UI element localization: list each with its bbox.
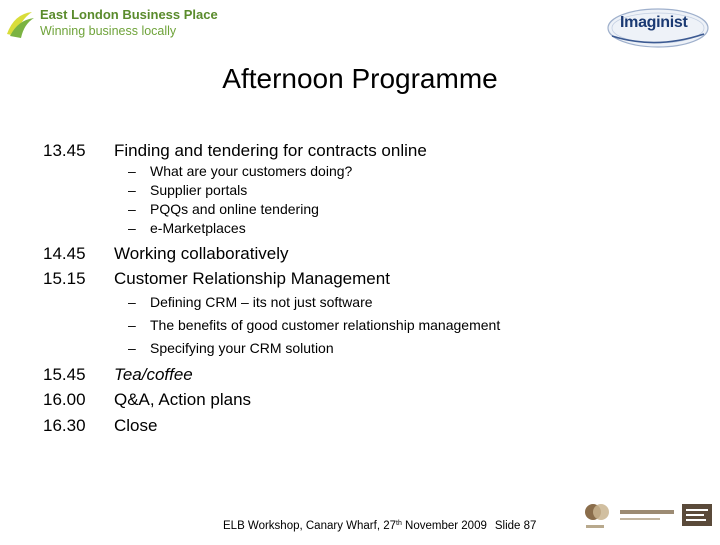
sub-item: [128, 337, 334, 360]
sub-item-text: e-Marketplaces: [150, 220, 246, 236]
partner-logos-image: [582, 498, 718, 540]
footer-event: ELB Workshop, Canary Wharf, 27: [223, 520, 396, 532]
slide-number: Slide 87: [494, 520, 537, 532]
elbp-logo-line2: Winning business locally: [40, 24, 177, 38]
elbp-logo-line1: East London Business Place: [40, 7, 218, 22]
sub-item: [128, 291, 373, 314]
dash: –: [128, 201, 136, 217]
footer-date: November 2009: [401, 520, 487, 532]
sub-item-text: The benefits of good customer relationship management: [150, 317, 501, 333]
sub-item-text: Supplier portals: [150, 182, 248, 198]
session-item: Q&A, Action plans: [114, 390, 252, 409]
sub-item-text: What are your customers doing?: [150, 163, 353, 179]
sub-item: [128, 314, 500, 337]
session-time: 15.15: [43, 269, 86, 288]
slide-title: Afternoon Programme: [222, 63, 498, 94]
session-item: Tea/coffee: [114, 365, 193, 384]
elbp-logo: [4, 4, 218, 42]
slide-footer: [223, 520, 536, 532]
sub-item-text: PQQs and online tendering: [150, 201, 319, 217]
session-time: 13.45: [43, 141, 86, 160]
sub-item: [128, 162, 352, 182]
dash: –: [128, 294, 136, 310]
imaginist-logo: [606, 6, 710, 52]
dash: –: [128, 182, 136, 198]
session-time: 14.45: [43, 244, 86, 263]
session-item: Close: [114, 416, 158, 435]
imaginist-logo-text: Imaginist: [620, 14, 688, 31]
session-item: Customer Relationship Management: [114, 269, 390, 288]
session-item: Working collaboratively: [114, 244, 289, 263]
dash: –: [128, 317, 136, 333]
dash: –: [128, 163, 136, 179]
session-item: Finding and tendering for contracts online: [114, 141, 427, 160]
sub-item: [128, 219, 246, 239]
session-time: 16.00: [43, 390, 86, 409]
footer-superscript: th: [396, 520, 402, 527]
dash: –: [128, 220, 136, 236]
dash: –: [128, 340, 136, 356]
session-time: 15.45: [43, 365, 86, 384]
sub-item: [128, 200, 319, 220]
sub-item-text: Specifying your CRM solution: [150, 340, 334, 356]
elbp-swoosh-icon: [4, 8, 36, 40]
sub-item: [128, 181, 247, 201]
sub-item-text: Defining CRM – its not just software: [150, 294, 373, 310]
partner-logos: [582, 498, 718, 540]
session-time: 16.30: [43, 416, 86, 435]
